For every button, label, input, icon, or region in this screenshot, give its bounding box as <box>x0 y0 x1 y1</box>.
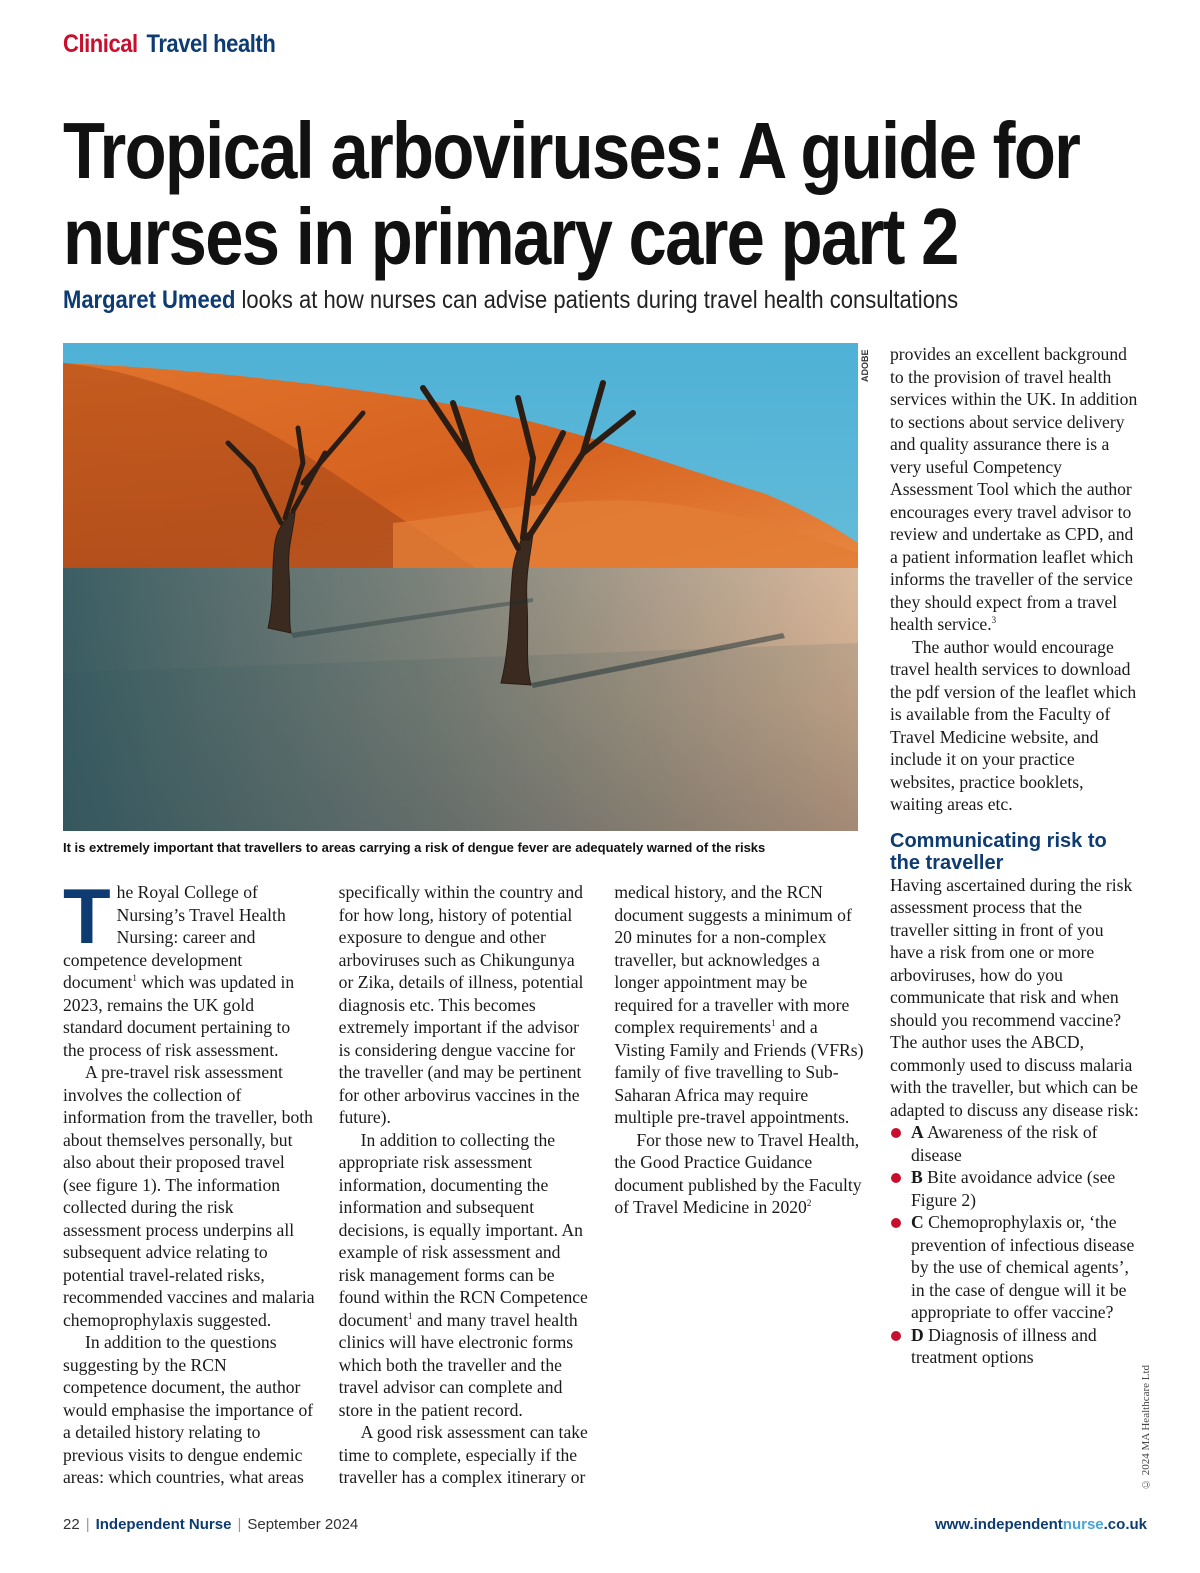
section-label <box>63 30 275 59</box>
photo-credit: ADOBE <box>860 349 870 382</box>
author-name: Margaret Umeed <box>63 286 236 314</box>
paragraph-4: In addition to collecting the appropriate risk assessment information, documenting the information and subsequent decisions, is equally important. An example of risk assessment and risk management forms can be found within the RCN Competence document$^1$ and many travel health clinics will have electronic forms which both the traveller and the travel advisor can complete and store in the patient record. <box>338 1129 588 1420</box>
reference-mark: 1 <box>132 973 137 984</box>
paragraph-1: The Royal College of Nursing’s Travel Health Nursing: career and competence development document$^1$ which was updated in 2023, remains the UK gold standard document pertaining to the process of risk assessment. <box>63 872 295 1060</box>
paragraph-6-continued: provides an excellent background to the provision of travel health services within the UK. In addition to sections about service delivery and quality assurance there is a very useful Competency Assessment Tool which the author encourages every travel advisor to review and undertake as CPD, and a patient information leaflet which informs the traveller of the service they should expect from a travel health service.$^3$ <box>890 344 1138 634</box>
abcd-list <box>890 1121 1140 1369</box>
issue-date: September 2024 <box>247 1516 359 1533</box>
body-text-flow <box>63 872 866 1489</box>
footer-left: 22 | Independent Nurse | September 2024 <box>63 1516 359 1533</box>
subheading: Communicating risk to the traveller <box>890 829 1107 874</box>
paragraph-8: Having ascertained during the risk assessment process that the traveller sitting in front of you have a risk from one or more arboviruses, how do you communicate that risk and when should you recommend vaccine? The author uses the ABCD, commonly used to discuss malaria with the traveller, but which can be adapted to discuss any disease risk: <box>890 874 1139 1120</box>
photo-caption: It is extremely important that travellers to areas carrying a risk of dengue fever are adequately warned of the risks <box>63 840 766 855</box>
article-title <box>63 106 1080 281</box>
list-item: A Awareness of the risk of disease <box>890 1121 1140 1166</box>
article-photo <box>63 343 858 831</box>
paragraph-6: For those new to Travel Health, the Good Practice Guidance document published by the Faculty of Travel Medicine in 2020$^2$ <box>614 1129 862 1217</box>
copyright-notice: © 2024 MA Healthcare Ltd <box>1140 1364 1152 1490</box>
reference-mark: 1 <box>771 1018 776 1029</box>
page-number: 22 <box>63 1516 80 1533</box>
standfirst <box>63 286 958 315</box>
list-item: C Chemoprophylaxis or, ‘the prevention of infectious disease by the use of chemical agents’, in the case of dengue will it be appropriate to offer vaccine? <box>890 1211 1140 1324</box>
paragraph-5: A good risk assessment can take time to complete, especially if the traveller has a complex itinerary or medical history, and the RCN document suggests a minimum of 20 minutes for a non-complex traveller, but acknowledges a longer appointment may be required for a traveller with more complex requirements$^1$ and a Visting Family and Friends (VFRs) family of five travelling to Sub-Saharan Africa may require multiple pre-travel appointments. <box>338 882 864 1487</box>
drop-cap: T <box>63 872 111 960</box>
title-line-1: Tropical arboviruses: A guide for <box>63 106 1080 195</box>
standfirst-text: looks at how nurses can advise patients during travel health consultations <box>241 286 959 314</box>
list-item: B Bite avoidance advice (see Figure 2) <box>890 1166 1140 1211</box>
section-name: Clinical <box>63 30 138 58</box>
magazine-name: Independent Nurse <box>95 1516 232 1533</box>
website-link[interactable]: www.independentnurse.co.uk <box>935 1516 1147 1533</box>
paragraph-2: A pre-travel risk assessment involves the collection of information from the traveller, both about themselves personally, but also about their proposed travel (see figure 1). The information collected during the risk assessment process underpins all subsequent advice relating to potential travel-related risks, recommended vaccines and malaria chemoprophylaxis suggested. <box>63 1062 315 1330</box>
reference-mark: 3 <box>991 615 997 626</box>
paragraph-7: The author would encourage travel health services to download the pdf version of the leaflet which is available from the Faculty of Travel Medicine website, and include it on your practice websites, practice booklets, waiting areas etc. <box>890 636 1137 814</box>
list-item: D Diagnosis of illness and treatment options <box>890 1324 1140 1369</box>
title-line-2: nurses in primary care part 2 <box>63 192 958 281</box>
subsection-name: Travel health <box>146 30 276 58</box>
body-column-4 <box>890 343 1140 1369</box>
reference-mark: 1 <box>408 1310 413 1321</box>
desert-photo-illustration <box>63 343 858 831</box>
paragraph-3: In addition to the questions suggesting by the RCN competence document, the author would emphasise the importance of a detailed history relating to previous visits to dengue endemic areas: which countries, what areas specifically within the country and for how long, history of potential exposure to dengue and other arboviruses such as Chikungunya or Zika, details of illness, potential diagnosis etc. This becomes extremely important if the advisor is considering dengue vaccine for the traveller (and may be pertinent for other arbovirus vaccines in the future). <box>63 882 584 1487</box>
reference-mark: 2 <box>806 1198 812 1209</box>
